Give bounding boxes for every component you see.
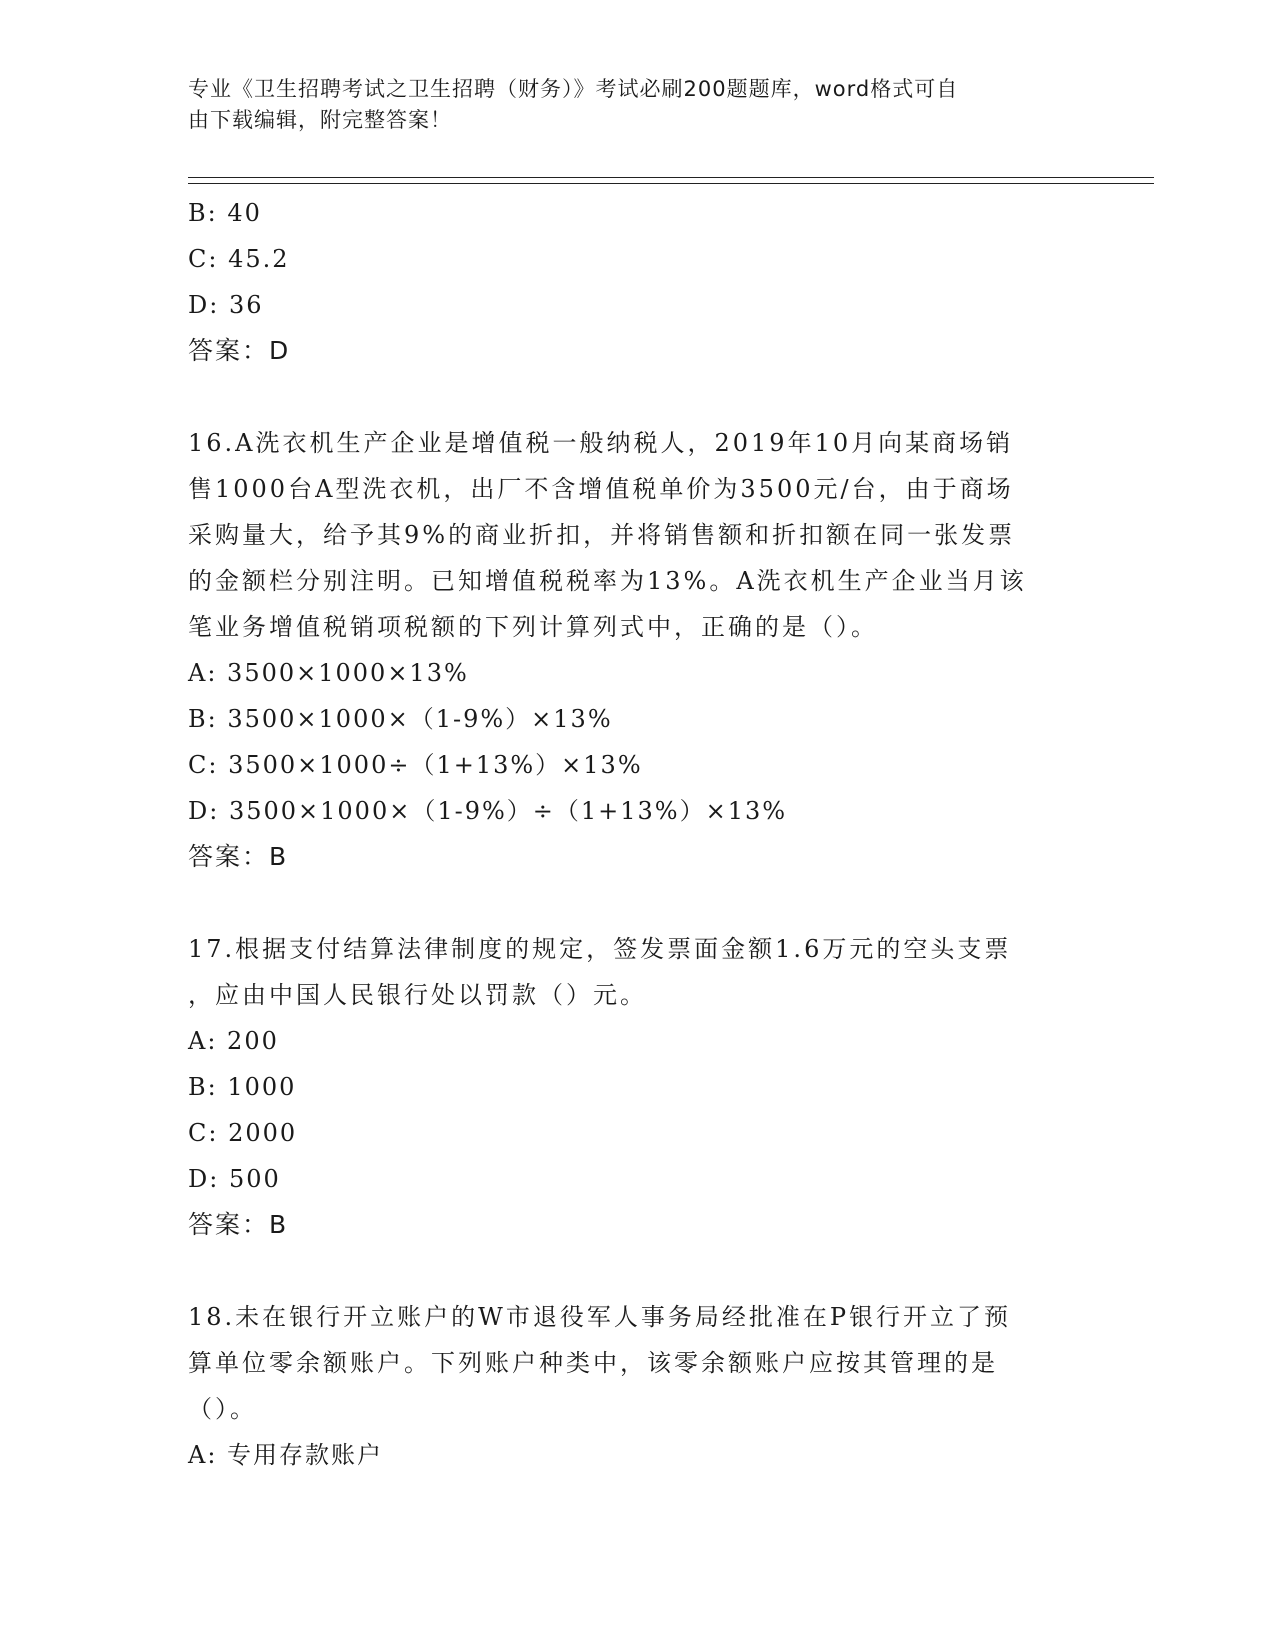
answer-line: 答案：D xyxy=(188,336,291,365)
question-text-line: （）。 xyxy=(188,1395,257,1423)
option-b: B: 1000 xyxy=(188,1073,297,1101)
document-header xyxy=(188,74,1068,136)
header-divider-bottom xyxy=(188,183,1154,184)
header-line-1: 专业《卫生招聘考试之卫生招聘（财务）》考试必刷200题题库，word格式可自 xyxy=(188,77,959,101)
question-18 xyxy=(188,1294,1088,1432)
document-body xyxy=(188,190,1088,1478)
option-a: A: 3500×1000×13% xyxy=(188,659,469,687)
answer-line: 答案：B xyxy=(188,842,289,871)
option-a: A: 专用存款账户 xyxy=(188,1441,384,1469)
question-text-line: 的金额栏分别注明。已知增值税税率为13%。A洗衣机生产企业当月该 xyxy=(188,567,1027,595)
option-b: B: 3500×1000×（1-9%）×13% xyxy=(188,705,613,733)
question-text-line: 采购量大，给予其9%的商业折扣，并将销售额和折扣额在同一张发票 xyxy=(188,521,1016,549)
answer-line: 答案：B xyxy=(188,1210,289,1239)
question-text-line: 16.A洗衣机生产企业是增值税一般纳税人，2019年10月向某商场销 xyxy=(188,429,1014,457)
question-text-line: 售1000台A型洗衣机，出厂不含增值税单价为3500元/台，由于商场 xyxy=(188,475,1014,503)
option-c: C: 45.2 xyxy=(188,245,290,273)
option-c: C: 2000 xyxy=(188,1119,298,1147)
option-c: C: 3500×1000÷（1+13%）×13% xyxy=(188,751,643,779)
question-16 xyxy=(188,420,1088,650)
option-d: D: 36 xyxy=(188,291,264,319)
header-line-2: 由下载编辑，附完整答案！ xyxy=(188,108,452,132)
option-b: B: 40 xyxy=(188,199,262,227)
question-text-line: 笔业务增值税销项税额的下列计算列式中，正确的是（）。 xyxy=(188,613,878,641)
option-d: D: 500 xyxy=(188,1165,281,1193)
question-text-line: 算单位零余额账户。下列账户种类中，该零余额账户应按其管理的是 xyxy=(188,1349,998,1377)
option-d: D: 3500×1000×（1-9%）÷（1+13%）×13% xyxy=(188,797,788,825)
option-a: A: 200 xyxy=(188,1027,279,1055)
previous-question xyxy=(188,190,1088,374)
question-text-line: 18.未在银行开立账户的W市退役军人事务局经批准在P银行开立了预 xyxy=(188,1303,1011,1331)
question-text-line: 17.根据支付结算法律制度的规定，签发票面金额1.6万元的空头支票 xyxy=(188,935,1012,963)
header-divider-top xyxy=(188,177,1154,178)
question-text-line: ，应由中国人民银行处以罚款（）元。 xyxy=(188,981,647,1009)
question-17 xyxy=(188,926,1088,1018)
